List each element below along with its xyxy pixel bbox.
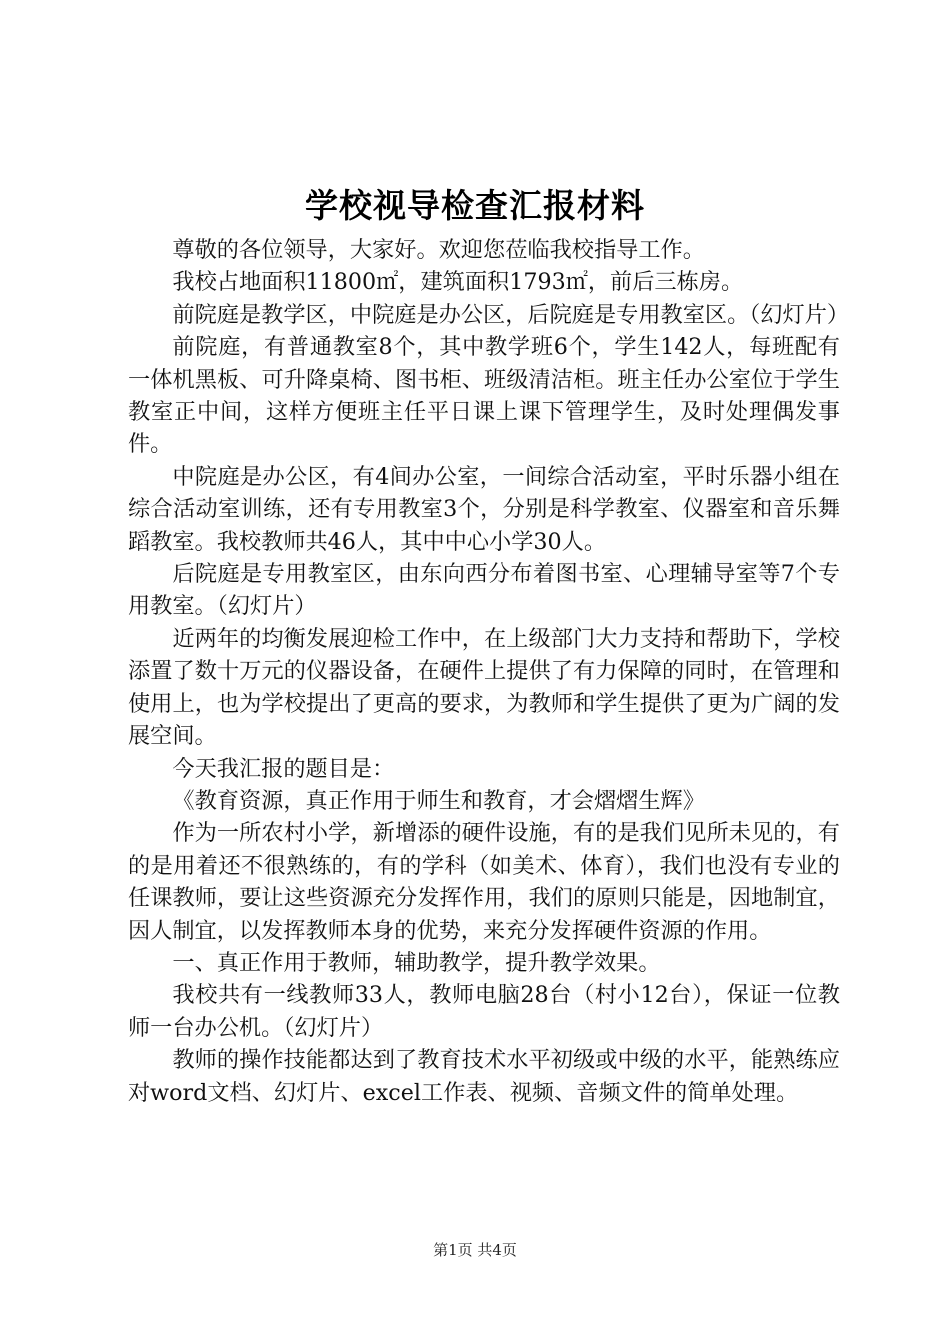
- paragraph: 我校占地面积11800㎡，建筑面积1793㎡，前后三栋房。: [172, 269, 744, 296]
- paragraph: 中院庭是办公区，有4间办公室，一间综合活动室，平时乐器小组在综合活动室训练，还有专用教室3个，分别是科学教室、仪器室和音乐舞蹈教室。我校教师共46人，其中中心小学30人。: [128, 463, 840, 555]
- paragraph: 《教育资源，真正作用于师生和教育，才会熠熠生辉》: [172, 787, 705, 814]
- page-footer: 第1页 共4页: [433, 1241, 517, 1259]
- paragraph: 前院庭是教学区，中院庭是办公区，后院庭是专用教室区。（幻灯片）: [172, 301, 850, 328]
- paragraph: 作为一所农村小学，新增添的硬件设施，有的是我们见所未见的，有的是用着还不很熟练的，有的学科（如美术、体育），我们也没有专业的任课教师，要让这些资源充分发挥作用，我们的原则只能是，因地制宜，因人制宜，以发挥教师本身的优势，来充分发挥硬件资源的作用。: [128, 820, 840, 944]
- paragraph: 近两年的均衡发展迎检工作中，在上级部门大力支持和帮助下，学校添置了数十万元的仪器设备，在硬件上提供了有力保障的同时，在管理和使用上，也为学校提出了更高的要求，为教师和学生提供了更为广阔的发展空间。: [128, 625, 840, 750]
- paragraph: 教师的操作技能都达到了教育技术水平初级或中级的水平，能熟练应对word文档、幻灯片、excel工作表、视频、音频文件的简单处理。: [128, 1047, 840, 1106]
- paragraph: 今天我汇报的题目是：: [172, 755, 395, 782]
- paragraph: 后院庭是专用教室区，由东向西分布着图书室、心理辅导室等7个专用教室。（幻灯片）: [128, 561, 840, 620]
- document-title: 学校视导检查汇报材料: [305, 186, 645, 225]
- paragraph: 一、真正作用于教师，辅助教学，提升教学效果。: [172, 949, 661, 976]
- paragraph: 尊敬的各位领导，大家好。欢迎您莅临我校指导工作。: [172, 237, 705, 263]
- paragraph: 前院庭，有普通教室8个，其中教学班6个，学生142人，每班配有一体机黑板、可升降桌椅、图书柜、班级清洁柜。班主任办公室位于学生教室正中间，这样方便班主任平日课上课下管理学生，及时处理偶发事件。: [128, 334, 840, 458]
- paragraph: 我校共有一线教师33人，教师电脑28台（村小12台），保证一位教师一台办公机。（幻灯片）: [128, 982, 840, 1041]
- document-body: [128, 234, 850, 1109]
